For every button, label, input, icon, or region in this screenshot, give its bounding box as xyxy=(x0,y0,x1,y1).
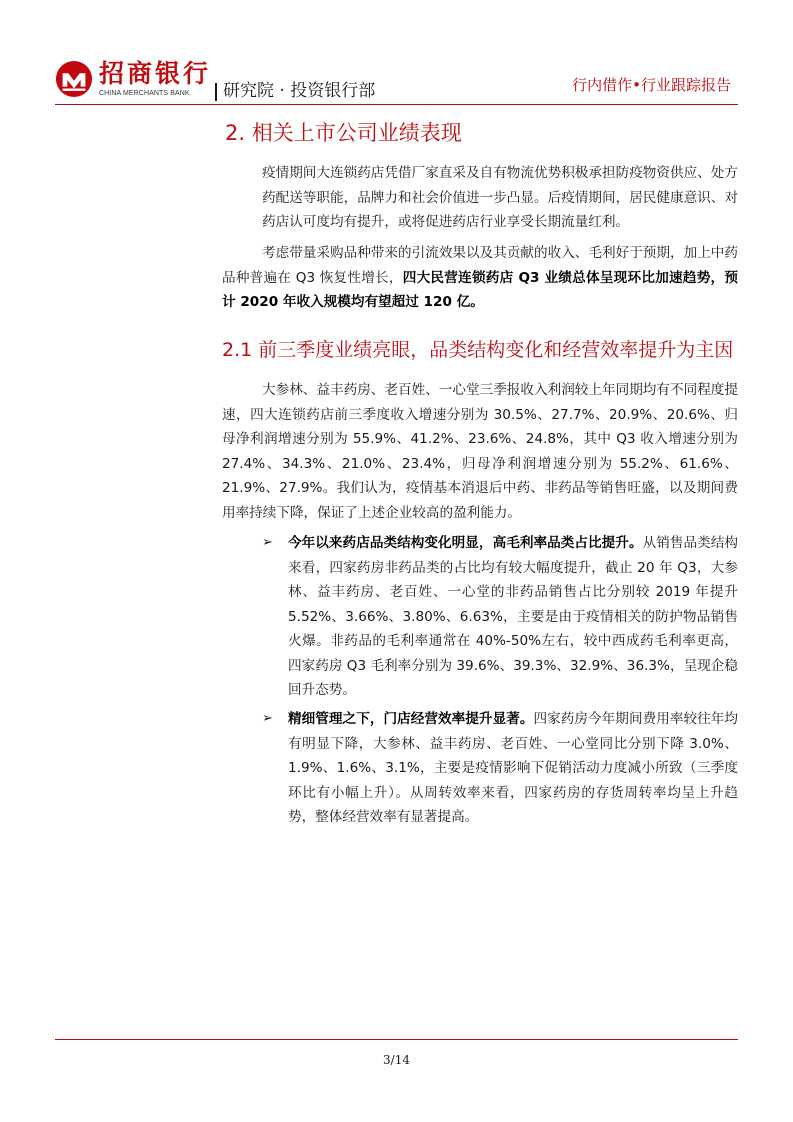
header-rule xyxy=(55,104,738,105)
section-2-paragraph-1-text: 疫情期间大连锁药店凭借厂家直采及自有物流优势积极承担防疫物资供应、处方药配送等职能，品牌力和社会价值进一步凸显。后疫情期间，居民健康意识、对药店认可度均有提升，或将促进药店行业享受长期流量红利。 xyxy=(262,165,738,230)
section-2-1-paragraph-1-text: 大参林、益丰药房、老百姓、一心堂三季报收入利润较上年同期均有不同程度提速，四大连锁药店前三季度收入增速分别为 30.5%、27.7%、20.9%、20.6%、归母净利润增速分别为 55.9%、41.2%、23.6%、24.8%，其中 Q3 收入增速分别为 27.4%、34.3%、21.0%、23.4%，归母净利润增速分别为 55.2%、61.6%、21.9%、27.9%。我们认为，疫情基本消退后中药、非药品等销售旺盛，以及期间费用率持续下降，保证了上述企业较高的盈利能力。 xyxy=(222,382,738,521)
page-number: 3/14 xyxy=(383,1053,410,1067)
section-2-1-paragraph-1 xyxy=(222,378,738,525)
bullet-item-2-bold: 精细管理之下，门店经营效率提升显著。 xyxy=(288,711,534,727)
bullet-item-1-text: 从销售品类结构来看，四家药房非药品类的占比均有较大幅度提升，截止 20 年 Q3，大参林、益丰药房、老百姓、一心堂的非药品销售占比分别较 2019 年提升 5.52%、3.66%、3.80%、6.63%，主要是由于疫情相关的防护物品销售火爆。非药品的毛利率通常在 40%-50%左右，较中西成药毛利率更高，四家药房 Q3 毛利率分别为 39.6%、39.3%、32.9%、36.3%，呈现企稳回升态势。 xyxy=(288,535,738,698)
section-2-paragraph-2-text: 考虑带量采购品种带来的引流效果以及其贡献的收入、毛利好于预期，加上中药品种普遍在 Q3 恢复性增长， xyxy=(222,245,738,286)
section-2-paragraph-2 xyxy=(222,241,738,315)
section-2-title: 2. 相关上市公司业绩表现 xyxy=(225,121,462,145)
bullet-item-1 xyxy=(288,531,738,703)
bullet-arrow-icon: ➢ xyxy=(262,711,273,726)
bullet-item-1-bold: 今年以来药店品类结构变化明显，高毛利率品类占比提升。 xyxy=(288,535,643,551)
section-2-1-title: 2.1 前三季度业绩亮眼，品类结构变化和经营效率提升为主因 xyxy=(222,339,734,361)
footer-rule xyxy=(55,1039,738,1040)
section-2-paragraph-2-bold: 四大民营连锁药店 Q3 业绩总体呈现环比加速趋势，预计 2020 年收入规模均有望超过 120 亿。 xyxy=(222,269,738,310)
report-type-label: 行内借作•行业跟踪报告 xyxy=(572,76,731,94)
bullet-item-2 xyxy=(288,707,738,830)
logo-text-cn: 招商银行 xyxy=(99,59,212,88)
bullet-item-2-text: 四家药房今年期间费用率较往年均有明显下降，大参林、益丰药房、老百姓、一心堂同比分别下降 3.0%、1.9%、1.6%、3.1%，主要是疫情影响下促销活动力度减小所致（三季度环比有小幅上升）。从周转效率来看，四家药房的存货周转率均呈上升趋势，整体经营效率有显著提高。 xyxy=(288,711,739,825)
page-header xyxy=(0,0,793,110)
header-divider xyxy=(215,83,217,101)
department-label: 研究院 · 投资银行部 xyxy=(223,81,376,101)
cmb-logo-icon xyxy=(55,60,93,98)
logo-text-en: CHINA MERCHANTS BANK xyxy=(99,90,190,97)
section-2-paragraph-1 xyxy=(262,161,738,235)
bullet-arrow-icon: ➢ xyxy=(262,535,273,550)
